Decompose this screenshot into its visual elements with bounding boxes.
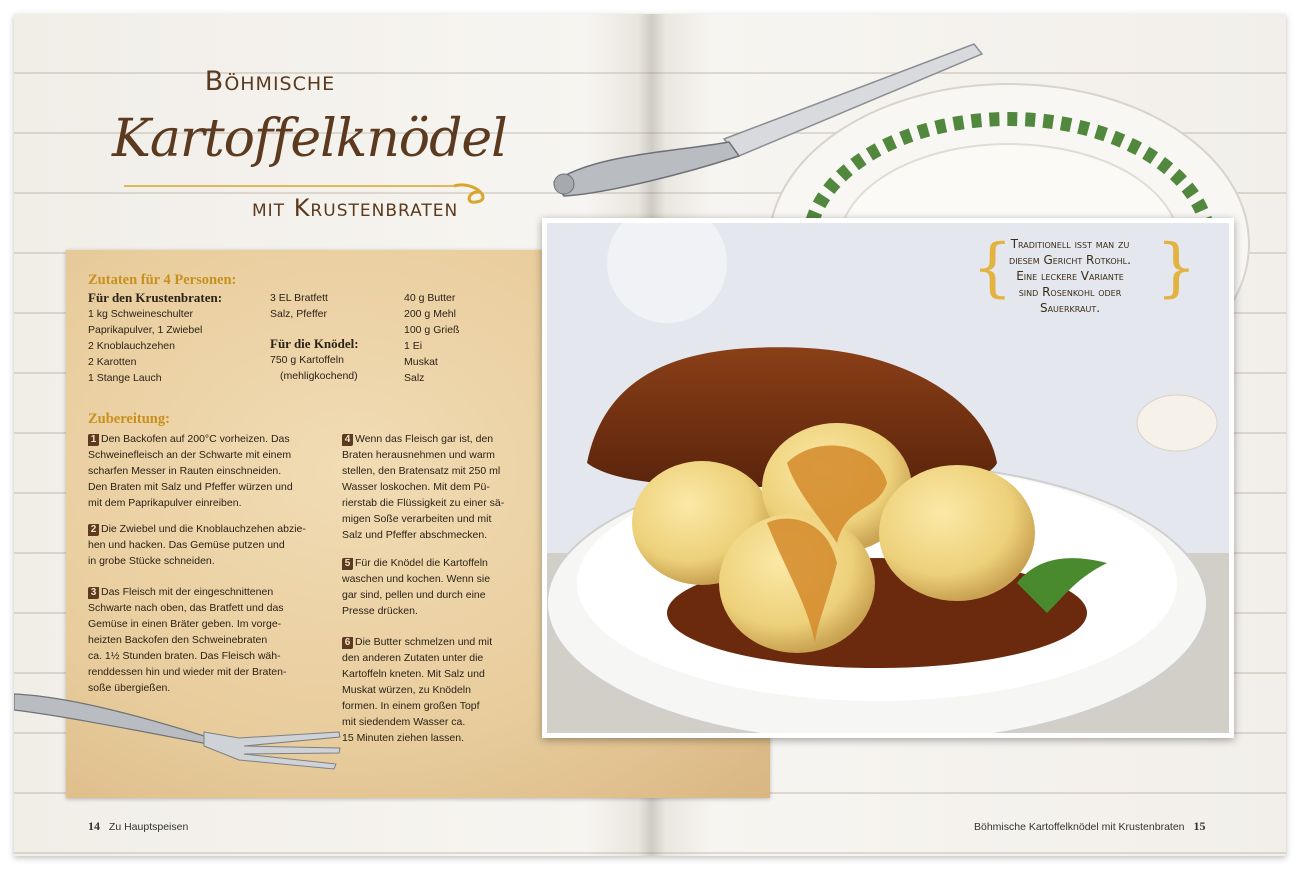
step-text: Muskat würzen, zu Knödeln	[342, 684, 471, 696]
ingredient-item: 1 Stange Lauch	[88, 372, 162, 384]
step-text: ca. 1½ Stunden braten. Das Fleisch wäh-	[88, 650, 281, 662]
step-number: 1	[88, 434, 99, 446]
ingredient-item: Salz, Pfeffer	[270, 308, 328, 320]
step-text: Wenn das Fleisch gar ist, den	[355, 433, 494, 445]
ingredients-list-potatoes	[270, 352, 400, 384]
step-text: Schweinefleisch an der Schwarte mit einem	[88, 449, 292, 461]
ingredient-item: 2 Knoblauchzehen	[88, 340, 175, 352]
step-text: Kartoffeln kneten. Mit Salz und	[342, 668, 485, 680]
footer-right	[974, 819, 1205, 834]
footer-right-text: Böhmische Kartoffelknödel mit Krustenbraten	[974, 821, 1185, 833]
step-text: Presse drücken.	[342, 605, 418, 617]
ingredients-list-roast	[88, 306, 268, 386]
step-text: Für die Knödel die Kartoffeln	[355, 557, 488, 569]
step-text: waschen und kochen. Wenn sie	[342, 573, 491, 585]
step-text: Das Fleisch mit der eingeschnittenen	[101, 586, 274, 598]
ingredient-item: 1 Ei	[404, 340, 423, 352]
step-text: Den Backofen auf 200°C vorheizen. Das	[101, 433, 290, 445]
step-text: Den Braten mit Salz und Pfeffer würzen und	[88, 481, 293, 493]
step-text: Gemüse in einen Bräter geben. Im vorge-	[88, 618, 282, 630]
ingredients-heading: Zutaten für 4 Personen:	[88, 272, 237, 288]
step-text: stellen, den Bratensatz mit 250 ml	[342, 465, 501, 477]
tip-line: diesem Gericht Rotkohl.	[1009, 253, 1131, 267]
step-text: Salz und Pfeffer abschmecken.	[342, 529, 488, 541]
step-number: 2	[88, 524, 99, 536]
tip-right-brace: }	[1156, 231, 1197, 305]
step-text: migen Soße verarbeiten und mit	[342, 513, 492, 525]
step-text: Braten herausnehmen und warm	[342, 449, 495, 461]
recipe-title-top: Böhmische	[204, 66, 336, 97]
ingredient-item: 200 g Mehl	[404, 308, 456, 320]
ingredients-subheading-dumplings: Für die Knödel:	[270, 336, 359, 351]
ingredient-item: (mehligkochend)	[280, 370, 358, 382]
fork-decoration	[14, 674, 354, 784]
step-text: mit dem Paprikapulver einreiben.	[88, 497, 242, 509]
step-text: Die Zwiebel und die Knoblauchzehen abzie-	[101, 523, 306, 535]
step-text: rierstab die Flüssigkeit zu einer sä-	[342, 497, 505, 509]
footer-left	[88, 819, 188, 834]
ingredient-item: 1 kg Schweineschulter	[88, 308, 194, 320]
tip-line: Eine leckere Variante	[1016, 269, 1124, 283]
footer-left-text: Zu Hauptspeisen	[108, 821, 189, 833]
step-number: 5	[342, 558, 353, 570]
step-text: hen und hacken. Das Gemüse putzen und	[88, 539, 285, 551]
step-text: soße übergießen.	[88, 682, 171, 694]
step-text: gar sind, pellen und durch eine	[342, 589, 486, 601]
recipe-title-bottom: mit Krustenbraten	[252, 194, 459, 222]
step-text: Wasser loskochen. Mit dem Pü-	[342, 481, 490, 493]
knife-decoration	[534, 34, 994, 204]
step-text: 15 Minuten ziehen lassen.	[342, 732, 464, 744]
step-number: 4	[342, 434, 353, 446]
page-number-right: 15	[1193, 819, 1206, 833]
tip-left-brace: {	[972, 231, 1013, 305]
step-text: Die Butter schmelzen und mit	[355, 636, 493, 648]
ingredients-subheading-roast: Für den Krustenbraten:	[88, 290, 223, 305]
tip-line: Traditionell isst man zu	[1010, 237, 1130, 251]
ingredients-list-dumplings	[404, 290, 524, 386]
ingredient-item: 3 EL Bratfett	[270, 292, 328, 304]
preparation-step-4	[342, 431, 532, 543]
ingredient-item: 2 Karotten	[88, 356, 137, 368]
ingredient-item: Paprikapulver, 1 Zwiebel	[88, 324, 203, 336]
tip-line: Sauerkraut.	[1039, 301, 1101, 315]
step-text: mit siedendem Wasser ca.	[342, 716, 466, 728]
recipe-title-main: Kartoffelknödel	[112, 109, 507, 169]
serving-tip	[986, 236, 1154, 316]
ingredient-item: 750 g Kartoffeln	[270, 354, 344, 366]
preparation-step-2	[88, 521, 320, 569]
ingredient-item: Salz	[404, 372, 425, 384]
page-number-left: 14	[88, 819, 100, 833]
preparation-heading: Zubereitung:	[88, 411, 170, 427]
ingredient-item: Muskat	[404, 356, 438, 368]
ingredients-list-extra	[270, 290, 400, 322]
step-text: heizten Backofen den Schweinebraten	[88, 634, 268, 646]
preparation-step-6	[342, 634, 532, 746]
preparation-step-1	[88, 431, 320, 511]
step-text: Schwarte nach oben, das Bratfett und das	[88, 602, 284, 614]
step-text: renddessen hin und wieder mit der Braten-	[88, 666, 287, 678]
step-text: formen. In einem großen Topf	[342, 700, 480, 712]
preparation-step-5	[342, 555, 532, 619]
book-spread	[14, 14, 1286, 856]
tip-line: sind Rosenkohl oder	[1018, 285, 1122, 299]
step-number: 3	[88, 587, 99, 599]
step-number: 6	[342, 637, 353, 649]
step-text: in grobe Stücke schneiden.	[88, 555, 215, 567]
step-text: den anderen Zutaten unter die	[342, 652, 484, 664]
step-text: scharfen Messer in Rauten einschneiden.	[88, 465, 282, 477]
ingredient-item: 100 g Grieß	[404, 324, 460, 336]
ingredient-item: 40 g Butter	[404, 292, 456, 304]
